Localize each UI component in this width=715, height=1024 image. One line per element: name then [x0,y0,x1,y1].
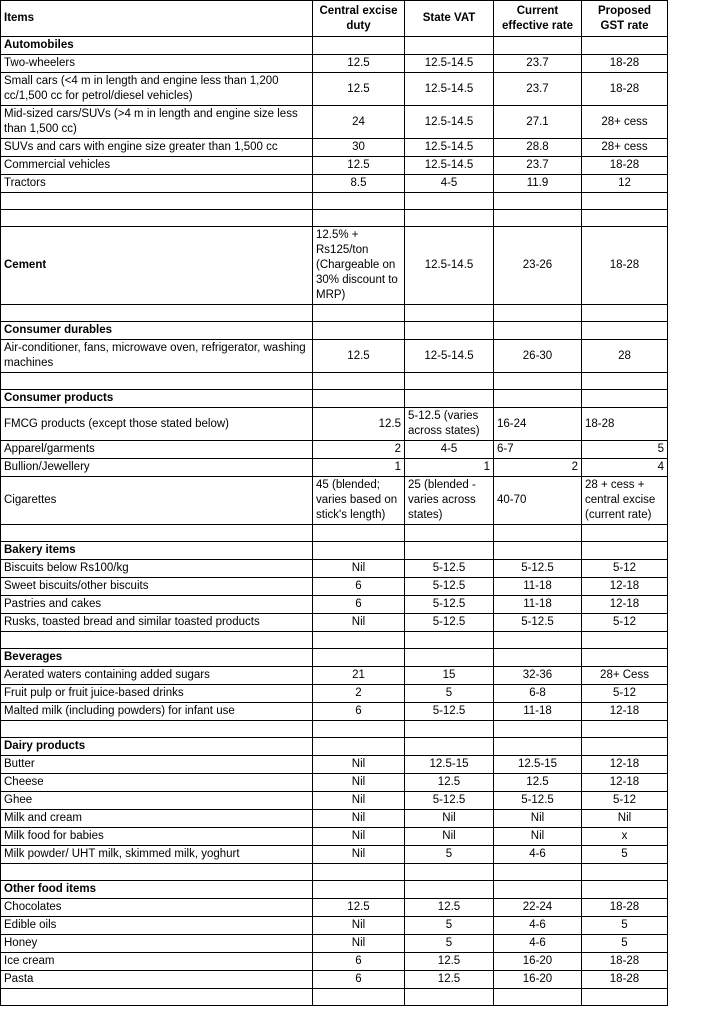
empty-cell [582,210,668,227]
empty-cell [313,210,405,227]
central-excise-cell: 12.5 [313,408,405,441]
item-cell: Fruit pulp or fruit juice-based drinks [1,685,313,703]
proposed-gst-cell: 5 [582,917,668,935]
table-row [1,703,668,721]
empty-cell [494,649,582,667]
empty-cell [313,738,405,756]
current-rate-cell: 26-30 [494,340,582,373]
current-rate-cell: 11-18 [494,596,582,614]
spacer-row [1,525,668,542]
empty-cell [494,542,582,560]
table-row [1,792,668,810]
state-vat-cell: 12.5-14.5 [405,55,494,73]
empty-cell [582,525,668,542]
state-vat-cell: 5 [405,935,494,953]
current-rate-cell: 23.7 [494,73,582,106]
empty-cell [494,989,582,1006]
central-excise-cell: 1 [313,459,405,477]
proposed-gst-cell: 12-18 [582,703,668,721]
section-header-row [1,542,668,560]
central-excise-cell: 2 [313,441,405,459]
empty-cell [313,390,405,408]
empty-cell [494,525,582,542]
state-vat-cell: 25 (blended - varies across states) [405,477,494,525]
central-excise-cell: Nil [313,935,405,953]
table-row [1,846,668,864]
item-cell: Honey [1,935,313,953]
table-row [1,774,668,792]
spacer-row [1,305,668,322]
item-cell: Pastries and cakes [1,596,313,614]
central-excise-cell: 21 [313,667,405,685]
empty-cell [405,193,494,210]
table-row [1,756,668,774]
item-cell: Bullion/Jewellery [1,459,313,477]
table-row [1,459,668,477]
empty-cell [313,881,405,899]
empty-cell [494,322,582,340]
proposed-gst-cell: x [582,828,668,846]
state-vat-cell: 5 [405,685,494,703]
header-items: Items [1,1,313,37]
state-vat-cell: 4-5 [405,175,494,193]
item-cell: Commercial vehicles [1,157,313,175]
current-rate-cell: 4-6 [494,935,582,953]
header-current-rate: Current effective rate [494,1,582,37]
state-vat-cell: 15 [405,667,494,685]
current-rate-cell: 32-36 [494,667,582,685]
empty-cell [313,373,405,390]
empty-cell [313,525,405,542]
item-cell: Air-conditioner, fans, microwave oven, refrigerator, washing machines [1,340,313,373]
state-vat-cell: 12.5 [405,953,494,971]
empty-cell [494,305,582,322]
item-cell: Biscuits below Rs100/kg [1,560,313,578]
table-row [1,477,668,525]
current-rate-cell: 12.5 [494,774,582,792]
current-rate-cell: 40-70 [494,477,582,525]
empty-cell [582,881,668,899]
state-vat-cell: 5-12.5 [405,703,494,721]
item-cell: Sweet biscuits/other biscuits [1,578,313,596]
spacer-row [1,721,668,738]
central-excise-cell: Nil [313,560,405,578]
central-excise-cell: Nil [313,917,405,935]
item-cell: Tractors [1,175,313,193]
proposed-gst-cell: 18-28 [582,55,668,73]
empty-cell [494,881,582,899]
central-excise-cell: 24 [313,106,405,139]
central-excise-cell: 45 (blended; varies based on stick's length) [313,477,405,525]
proposed-gst-cell: 28 + cess + central excise (current rate) [582,477,668,525]
proposed-gst-cell: 4 [582,459,668,477]
empty-cell [405,881,494,899]
proposed-gst-cell: 18-28 [582,408,668,441]
header-row [1,1,668,37]
current-rate-cell: 5-12.5 [494,792,582,810]
table-row [1,828,668,846]
empty-cell [405,305,494,322]
spacer-row [1,373,668,390]
item-cell: Milk powder/ UHT milk, skimmed milk, yoghurt [1,846,313,864]
item-cell: Butter [1,756,313,774]
item-cell: Rusks, toasted bread and similar toasted products [1,614,313,632]
empty-cell [582,721,668,738]
empty-cell [313,721,405,738]
current-rate-cell: 23.7 [494,55,582,73]
table-row [1,560,668,578]
item-cell: FMCG products (except those stated below) [1,408,313,441]
empty-cell [313,632,405,649]
state-vat-cell: 4-5 [405,441,494,459]
central-excise-cell: 6 [313,703,405,721]
empty-cell [494,210,582,227]
proposed-gst-cell: 18-28 [582,899,668,917]
empty-cell [1,721,313,738]
central-excise-cell: 30 [313,139,405,157]
table-row [1,667,668,685]
state-vat-cell: 12.5 [405,774,494,792]
empty-cell [405,37,494,55]
central-excise-cell: 6 [313,578,405,596]
state-vat-cell: 12.5 [405,971,494,989]
section-header-row [1,649,668,667]
empty-cell [1,193,313,210]
proposed-gst-cell: 18-28 [582,953,668,971]
section-header-row [1,322,668,340]
section-title: Beverages [1,649,313,667]
state-vat-cell: 5 [405,846,494,864]
current-rate-cell: 16-20 [494,971,582,989]
spacer-row [1,193,668,210]
central-excise-cell: Nil [313,846,405,864]
item-cell: Malted milk (including powders) for infant use [1,703,313,721]
item-cell: Milk and cream [1,810,313,828]
proposed-gst-cell: 5-12 [582,614,668,632]
table-row [1,578,668,596]
table-row [1,899,668,917]
table-row [1,340,668,373]
state-vat-cell: 12.5-14.5 [405,157,494,175]
empty-cell [494,390,582,408]
empty-cell [313,542,405,560]
empty-cell [405,373,494,390]
empty-cell [494,373,582,390]
empty-cell [1,210,313,227]
current-rate-cell: 23.7 [494,157,582,175]
state-vat-cell: 5-12.5 [405,792,494,810]
current-rate-cell: 5-12.5 [494,560,582,578]
state-vat-cell: 12.5-14.5 [405,106,494,139]
table-row [1,596,668,614]
current-rate-cell: 11-18 [494,703,582,721]
central-excise-cell: 12.5% + Rs125/ton (Chargeable on 30% discount to MRP) [313,227,405,305]
empty-cell [582,632,668,649]
header-central-excise: Central excise duty [313,1,405,37]
empty-cell [1,373,313,390]
empty-cell [313,864,405,881]
proposed-gst-cell: 18-28 [582,157,668,175]
empty-cell [313,989,405,1006]
empty-cell [582,989,668,1006]
empty-cell [494,37,582,55]
table-row [1,73,668,106]
header-state-vat: State VAT [405,1,494,37]
proposed-gst-cell: 28+ Cess [582,667,668,685]
current-rate-cell: 11-18 [494,578,582,596]
section-title: Consumer products [1,390,313,408]
current-rate-cell: 11.9 [494,175,582,193]
section-header-row [1,738,668,756]
table-row [1,810,668,828]
empty-cell [313,322,405,340]
empty-cell [494,721,582,738]
empty-cell [1,305,313,322]
central-excise-cell: Nil [313,792,405,810]
current-rate-cell: 28.8 [494,139,582,157]
table-row [1,971,668,989]
proposed-gst-cell: 12-18 [582,774,668,792]
central-excise-cell: 12.5 [313,157,405,175]
table-row [1,175,668,193]
state-vat-cell: 5-12.5 (varies across states) [405,408,494,441]
spacer-row [1,989,668,1006]
proposed-gst-cell: 5-12 [582,685,668,703]
current-rate-cell: 22-24 [494,899,582,917]
table-row [1,55,668,73]
item-cell: SUVs and cars with engine size greater than 1,500 cc [1,139,313,157]
state-vat-cell: 12.5-14.5 [405,73,494,106]
table-row [1,917,668,935]
central-excise-cell: 12.5 [313,899,405,917]
proposed-gst-cell: 5-12 [582,792,668,810]
section-header-row [1,881,668,899]
empty-cell [405,989,494,1006]
empty-cell [313,305,405,322]
proposed-gst-cell: 28 [582,340,668,373]
empty-cell [582,649,668,667]
section-title: Automobiles [1,37,313,55]
item-cell: Aerated waters containing added sugars [1,667,313,685]
central-excise-cell: 6 [313,971,405,989]
table-row [1,953,668,971]
item-cell: Cheese [1,774,313,792]
empty-cell [405,632,494,649]
current-rate-cell: 2 [494,459,582,477]
item-cell: Cigarettes [1,477,313,525]
empty-cell [405,525,494,542]
spacer-row [1,632,668,649]
spacer-row [1,864,668,881]
central-excise-cell: Nil [313,810,405,828]
item-cell: Small cars (<4 m in length and engine less than 1,200 cc/1,500 cc for petrol/diesel vehicles) [1,73,313,106]
proposed-gst-cell: 12-18 [582,756,668,774]
item-cell: Apparel/garments [1,441,313,459]
section-header-row [1,37,668,55]
empty-cell [494,632,582,649]
empty-cell [405,322,494,340]
item-cell: Chocolates [1,899,313,917]
state-vat-cell: 12.5-14.5 [405,139,494,157]
current-rate-cell: 23-26 [494,227,582,305]
item-cell: Ice cream [1,953,313,971]
table-row [1,685,668,703]
proposed-gst-cell: 5-12 [582,560,668,578]
empty-cell [405,738,494,756]
empty-cell [1,525,313,542]
state-vat-cell: 12.5 [405,899,494,917]
state-vat-cell: Nil [405,828,494,846]
central-excise-cell: Nil [313,828,405,846]
empty-cell [494,193,582,210]
proposed-gst-cell: 5 [582,846,668,864]
header-proposed-gst: Proposed GST rate [582,1,668,37]
empty-cell [582,390,668,408]
section-header-row [1,390,668,408]
central-excise-cell: 12.5 [313,55,405,73]
item-cell: Two-wheelers [1,55,313,73]
empty-cell [582,305,668,322]
item-cell: Milk food for babies [1,828,313,846]
state-vat-cell: 5-12.5 [405,614,494,632]
central-excise-cell: 8.5 [313,175,405,193]
central-excise-cell: 6 [313,596,405,614]
current-rate-cell: 12.5-15 [494,756,582,774]
empty-cell [582,193,668,210]
proposed-gst-cell: 5 [582,441,668,459]
empty-cell [313,37,405,55]
proposed-gst-cell: 12-18 [582,596,668,614]
central-excise-cell: 2 [313,685,405,703]
section-title: Consumer durables [1,322,313,340]
proposed-gst-cell: 12 [582,175,668,193]
current-rate-cell: 6-7 [494,441,582,459]
table-row [1,227,668,305]
section-title: Dairy products [1,738,313,756]
table-row [1,935,668,953]
state-vat-cell: 12-5-14.5 [405,340,494,373]
current-rate-cell: 16-20 [494,953,582,971]
central-excise-cell: Nil [313,614,405,632]
item-cell: Cement [1,227,313,305]
item-cell: Ghee [1,792,313,810]
proposed-gst-cell: 28+ cess [582,139,668,157]
empty-cell [405,721,494,738]
empty-cell [1,864,313,881]
current-rate-cell: 4-6 [494,917,582,935]
empty-cell [582,542,668,560]
central-excise-cell: Nil [313,774,405,792]
state-vat-cell: 1 [405,459,494,477]
table-row [1,441,668,459]
state-vat-cell: Nil [405,810,494,828]
empty-cell [582,37,668,55]
proposed-gst-cell: 28+ cess [582,106,668,139]
empty-cell [582,322,668,340]
empty-cell [582,864,668,881]
empty-cell [494,864,582,881]
empty-cell [1,989,313,1006]
empty-cell [582,373,668,390]
item-cell: Mid-sized cars/SUVs (>4 m in length and engine size less than 1,500 cc) [1,106,313,139]
empty-cell [582,738,668,756]
empty-cell [405,649,494,667]
state-vat-cell: 5-12.5 [405,596,494,614]
proposed-gst-cell: 5 [582,935,668,953]
central-excise-cell: 12.5 [313,340,405,373]
empty-cell [405,210,494,227]
table-row [1,106,668,139]
proposed-gst-cell: 12-18 [582,578,668,596]
section-title: Other food items [1,881,313,899]
current-rate-cell: 5-12.5 [494,614,582,632]
empty-cell [405,542,494,560]
state-vat-cell: 5 [405,917,494,935]
current-rate-cell: 4-6 [494,846,582,864]
empty-cell [313,193,405,210]
central-excise-cell: Nil [313,756,405,774]
proposed-gst-cell: 18-28 [582,73,668,106]
empty-cell [1,632,313,649]
state-vat-cell: 12.5-14.5 [405,227,494,305]
proposed-gst-cell: 18-28 [582,971,668,989]
item-cell: Pasta [1,971,313,989]
central-excise-cell: 6 [313,953,405,971]
table-row [1,614,668,632]
empty-cell [405,390,494,408]
empty-cell [313,649,405,667]
current-rate-cell: Nil [494,810,582,828]
spacer-row [1,210,668,227]
current-rate-cell: 6-8 [494,685,582,703]
state-vat-cell: 5-12.5 [405,560,494,578]
proposed-gst-cell: 18-28 [582,227,668,305]
current-rate-cell: 16-24 [494,408,582,441]
current-rate-cell: Nil [494,828,582,846]
current-rate-cell: 27.1 [494,106,582,139]
item-cell: Edible oils [1,917,313,935]
section-title: Bakery items [1,542,313,560]
state-vat-cell: 5-12.5 [405,578,494,596]
central-excise-cell: 12.5 [313,73,405,106]
empty-cell [494,738,582,756]
table-row [1,408,668,441]
table-row [1,139,668,157]
empty-cell [405,864,494,881]
state-vat-cell: 12.5-15 [405,756,494,774]
table-row [1,157,668,175]
proposed-gst-cell: Nil [582,810,668,828]
